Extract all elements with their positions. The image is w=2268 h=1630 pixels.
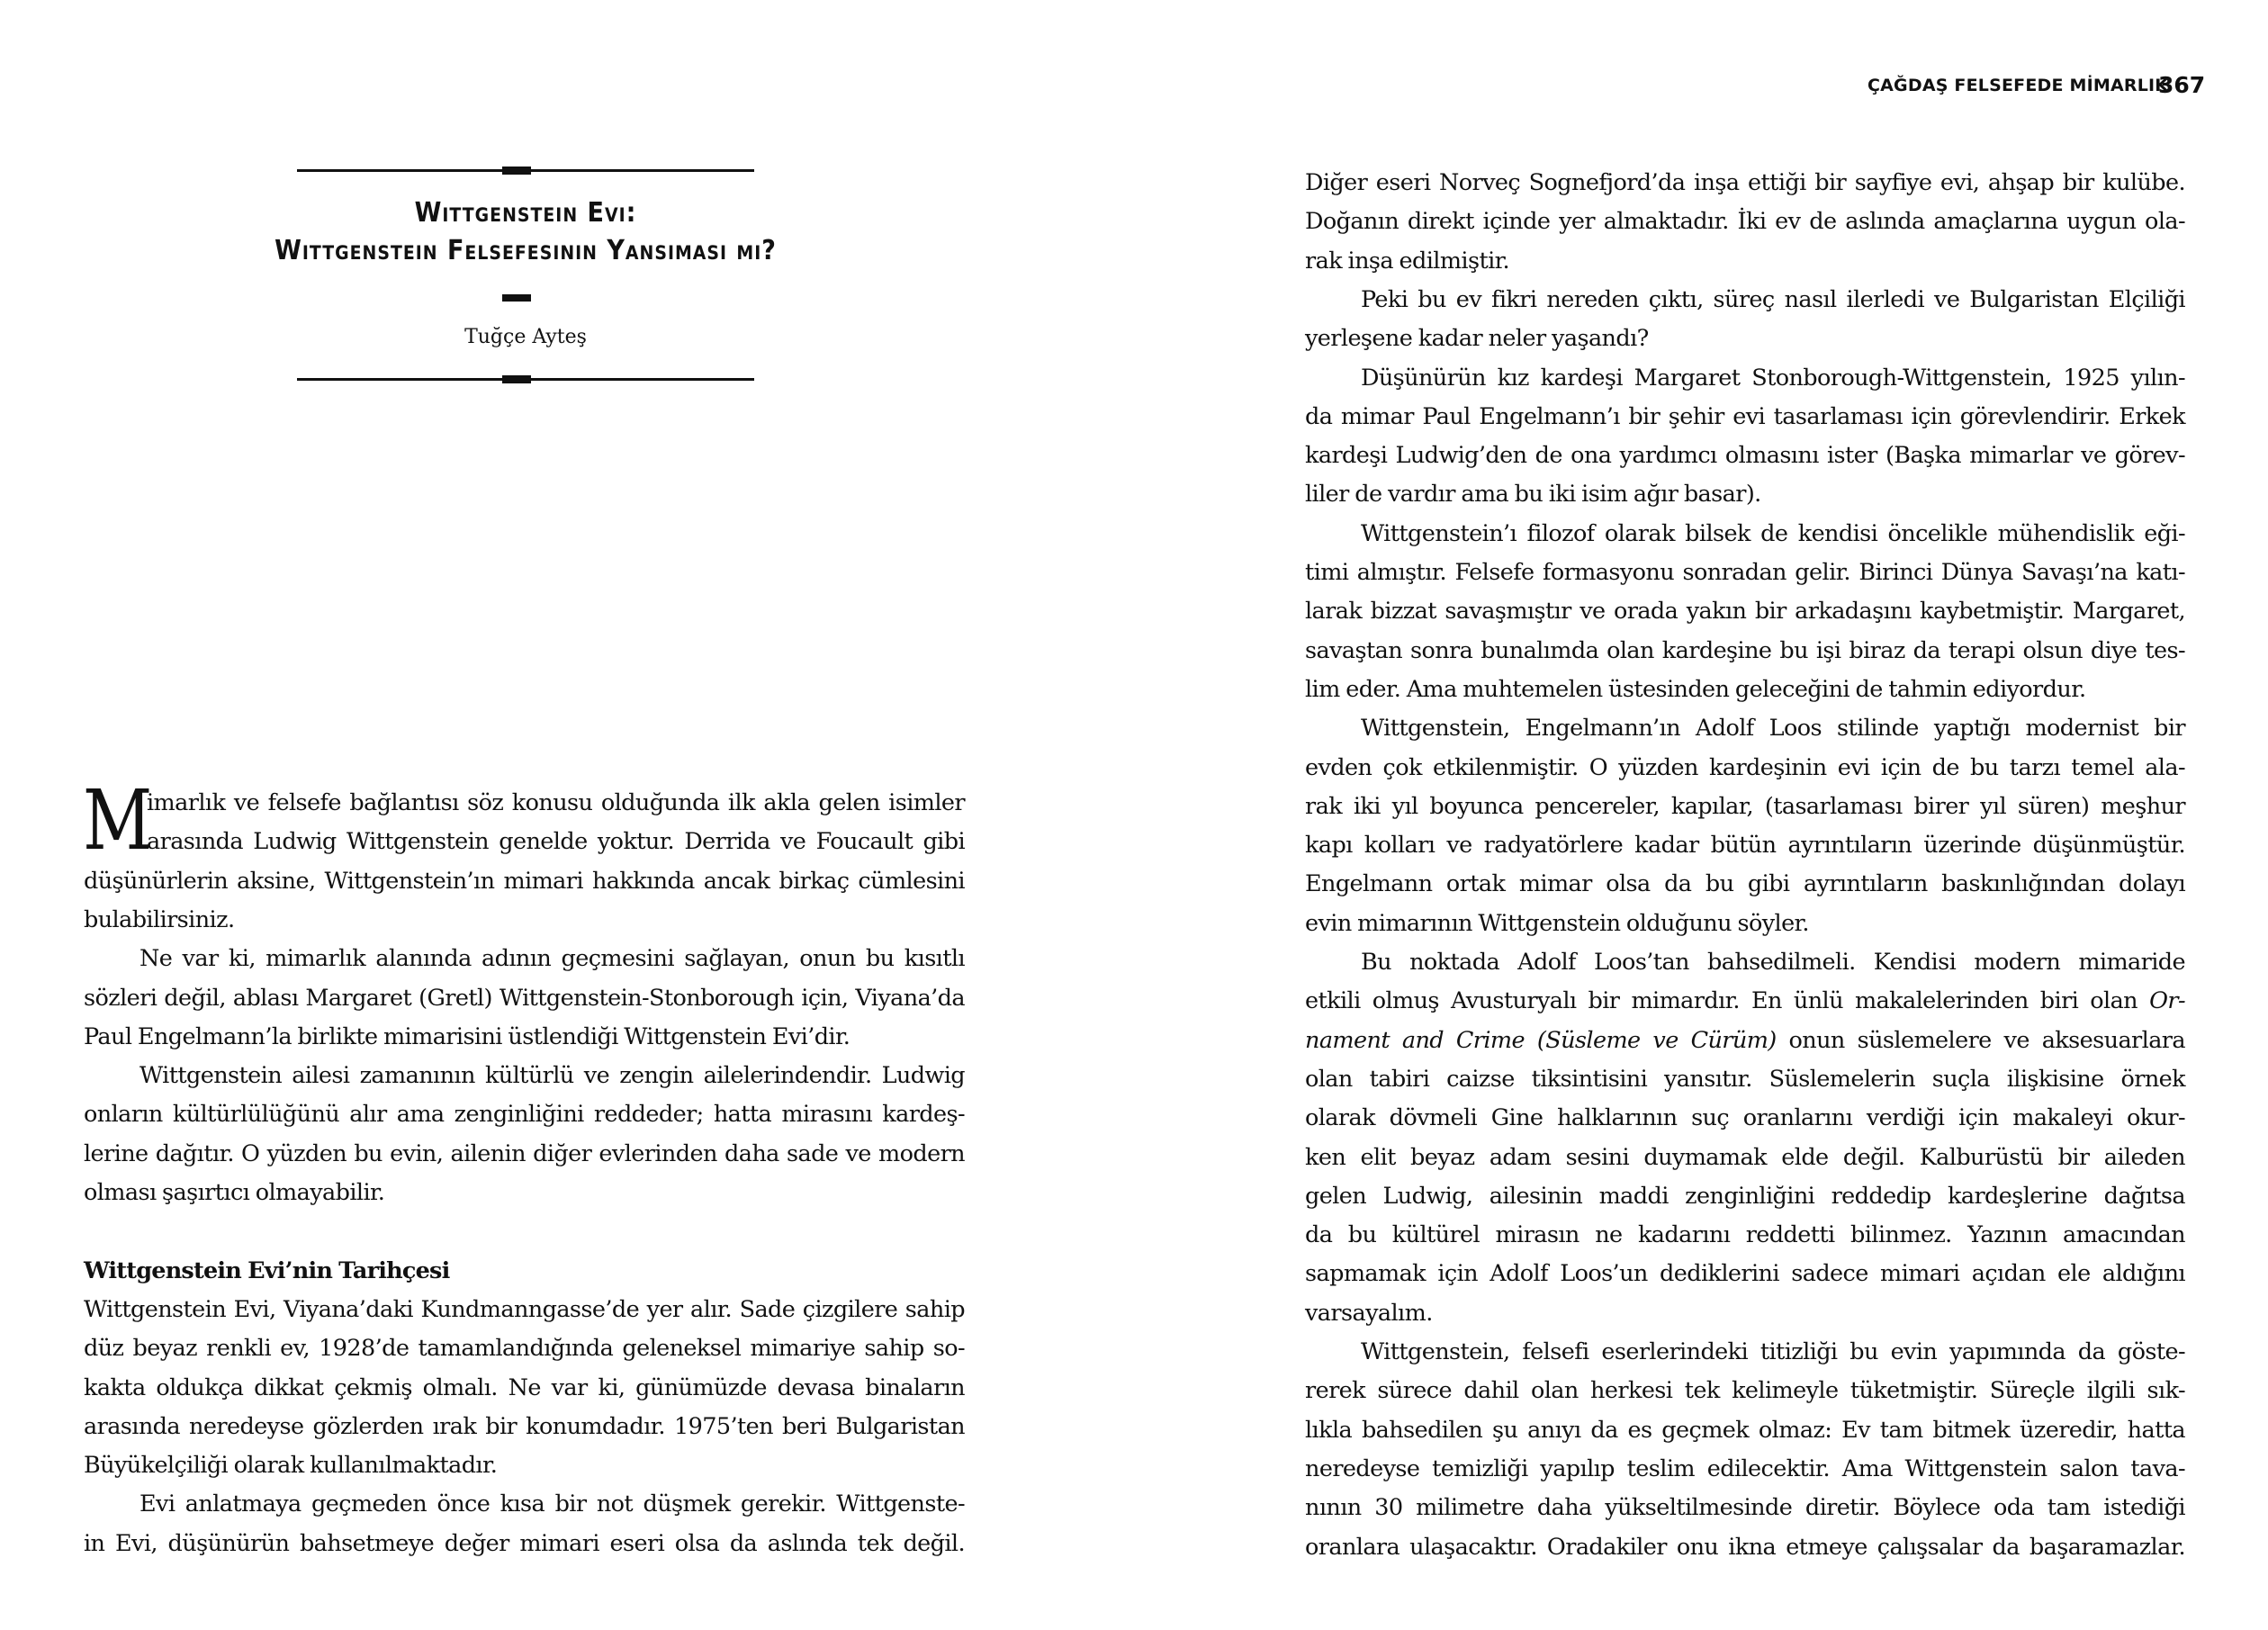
line-text: da bu kültürel mirasın ne kadarını reddetti bilinmez. Yazının amacından: [1305, 1221, 2185, 1249]
drop-cap: M: [83, 772, 151, 869]
line-text: lim eder. Ama muhtemelen üstesinden geleceğini de tahmin ediyordur.: [1305, 675, 2086, 703]
rule-ornament: [502, 167, 531, 175]
running-head: ÇAĞDAŞ FELSEFEDE MİMARLIK: [1868, 76, 2169, 95]
line-text: gelen Ludwig, ailesinin maddi zenginliğini reddedip kardeşlerine dağıtsa: [1305, 1182, 2185, 1210]
line-text: Paul Engelmann’la birlikte mimarisini üstlendiği Wittgenstein Evi’dir.: [84, 1022, 850, 1050]
line-text: onun süslemelere ve aksesuarlara: [1776, 1026, 2185, 1054]
text-line: [1305, 592, 2185, 631]
line-text: kardeşi Ludwig’den de ona yardımcı olmasını ister (Başka mimarlar ve görev-: [1305, 442, 2185, 470]
line-text: nının 30 milimetre daha yükseltilmesinde diretir. Böylece oda tam istediği: [1305, 1494, 2185, 1522]
line-text: sapmamak için Adolf Loos’un dediklerini sadece mimari açıdan ele aldığını: [1305, 1260, 2185, 1288]
text-line: [1305, 788, 2185, 826]
line-text: liler de vardır ama bu iki isim ağır basar).: [1305, 481, 1761, 509]
text-line: [84, 1291, 965, 1329]
text-line: [1305, 515, 2185, 554]
text-line: [1305, 1255, 2185, 1293]
text-line: [84, 901, 965, 940]
text-line: [1305, 632, 2185, 671]
text-line: [1305, 164, 2185, 203]
line-text: Büyükelçiliği olarak kullanılmaktadır.: [84, 1452, 498, 1480]
text-line: [1305, 1528, 2185, 1567]
text-line: [84, 1057, 965, 1095]
line-text: da mimar Paul Engelmann’ı bir şehir evi tasarlaması için görevlendirir. Erkek: [1305, 402, 2185, 430]
line-text: Wittgenstein, Engelmann’ın Adolf Loos stilinde yaptığı modernist bir: [1361, 715, 2185, 743]
line-text: kapı kolları ve radyatörlere kadar bütün ayrıntıların üzerinde düşünmüştür.: [1305, 832, 2185, 860]
line-text: arasında neredeyse gözlerden ırak bir konumdadır. 1975’ten beri Bulgaristan: [84, 1412, 965, 1440]
line-text: imarlık ve felsefe bağlantısı söz konusu olduğunda ilk akla gelen isimler: [147, 789, 965, 816]
line-text: Ne var ki, mimarlık alanında adının geçmesini sağlayan, onun bu kısıtlı: [140, 945, 965, 973]
text-line: [1305, 1411, 2185, 1450]
title-bottom-rule: [297, 378, 754, 381]
text-line: [84, 1135, 965, 1174]
line-text: ken elit beyaz adam sesini duymamak elde değil. Kalburüstü bir aileden: [1305, 1143, 2185, 1171]
line-text: olan tabiri caizse tiksintisini yansıtır. Süslemelerin suçla ilişkisine örnek: [1305, 1065, 2185, 1093]
text-line: [84, 1329, 965, 1368]
text-line: [84, 1174, 965, 1212]
text-line: [1305, 320, 2185, 358]
right-page: [1134, 0, 2268, 1630]
line-text: neredeyse temizliği yapılıp teslim edilecektir. Ama Wittgenstein salon tava-: [1305, 1454, 2185, 1482]
text-line: [84, 1485, 965, 1524]
text-line: [1305, 943, 2185, 982]
line-text: olarak dövmeli Gine halklarının suç oranlarını verdiği için makaleyi okur-: [1305, 1104, 2185, 1132]
line-text: evden çok etkilenmiştir. O yüzden kardeşinin evi için de bu tarzı temel ala-: [1305, 753, 2185, 781]
text-line: [84, 1446, 965, 1485]
text-line: [1305, 281, 2185, 320]
line-text: rerek sürece dahil olan herkesi tek kelimeyle tüketmiştir. Süreçle ilgili sık-: [1305, 1377, 2185, 1405]
title-dash-ornament: [502, 294, 531, 302]
line-text: Evi anlatmaya geçmeden önce kısa bir not düşmek gerekir. Wittgenste-: [140, 1490, 965, 1518]
text-line: [84, 940, 965, 978]
line-text: evin mimarının Wittgenstein olduğunu söyler.: [1305, 909, 1809, 937]
text-line: [1305, 203, 2185, 241]
line-text: oranlara ulaşacaktır. Oradakiler onu ikna etmeye çalışsalar da başaramazlar.: [1305, 1533, 2185, 1561]
text-line: [1305, 905, 2185, 943]
text-line: [1305, 1294, 2185, 1333]
title-top-rule: [297, 169, 754, 172]
line-text: sözleri değil, ablası Margaret (Gretl) Wittgenstein-Stonborough için, Viyana’da: [84, 984, 965, 1012]
text-line: [1305, 359, 2185, 398]
line-text: in Evi, düşünürün bahsetmeye değer mimari eseri olsa da aslında tek değil.: [84, 1529, 965, 1557]
text-line: [84, 1095, 965, 1134]
text-line: [1305, 1177, 2185, 1216]
text-line: [1305, 1489, 2185, 1527]
line-text: Wittgenstein, felsefi eserlerindeki titizliği bu evin yapımında da göste-: [1361, 1338, 2185, 1365]
line-text: onların kültürlülüğünü alır ama zenginliğini reddeder; hatta mirasını kardeş-: [84, 1101, 965, 1129]
line-text: rak inşa edilmiştir.: [1305, 247, 1509, 275]
text-line: [1305, 1216, 2185, 1255]
italic-title: Or-: [2149, 987, 2185, 1015]
text-line: [1305, 982, 2185, 1021]
text-line: [1305, 437, 2185, 475]
line-text: Düşünürün kız kardeşi Margaret Stonborough-Wittgenstein, 1925 yılın-: [1361, 364, 2185, 392]
text-line: [84, 862, 965, 901]
text-line: [84, 1369, 965, 1408]
text-line: [84, 1018, 965, 1057]
text-line: [1305, 242, 2185, 281]
line-text: timi almıştır. Felsefe formasyonu sonradan gelir. Birinci Dünya Savaşı’na katı-: [1305, 559, 2185, 586]
section-heading: [84, 1252, 965, 1291]
text-line: [84, 1408, 965, 1446]
text-line: [1305, 1333, 2185, 1372]
text-line: [1305, 865, 2185, 904]
line-text: bulabilirsiniz.: [84, 905, 235, 933]
text-line: [1305, 1450, 2185, 1489]
text-line: [1305, 1060, 2185, 1099]
text-line: [1305, 475, 2185, 514]
italic-title: nament and Crime (Süsleme ve Cürüm): [1305, 1026, 1777, 1054]
text-line: [147, 784, 965, 823]
line-text: Diğer eseri Norveç Sognefjord’da inşa ettiği bir sayfiye evi, ahşap bir kulübe.: [1305, 169, 2185, 196]
text-line: [1305, 826, 2185, 865]
text-line: [84, 979, 965, 1018]
line-text: Wittgenstein Evi, Viyana’daki Kundmanngasse’de yer alır. Sade çizgilere sahip: [84, 1295, 965, 1323]
text-line: [1305, 398, 2185, 437]
line-text: kakta oldukça dikkat çekmiş olmalı. Ne var ki, günümüzde devasa binaların: [84, 1373, 965, 1401]
line-text: rak iki yıl boyunca pencereler, kapılar, (tasarlaması birer yıl süren) meşhur: [1305, 792, 2185, 820]
text-line: [1305, 709, 2185, 748]
text-line: [147, 823, 965, 861]
text-line: [84, 1525, 965, 1563]
line-text: varsayalım.: [1305, 1299, 1433, 1327]
text-line: [1305, 1139, 2185, 1177]
text-line: [1305, 1099, 2185, 1138]
chapter-title-line-2: Wittgenstein Felsefesinin Yansıması mı?: [274, 235, 777, 266]
line-text: Peki bu ev fikri nereden çıktı, süreç nasıl ilerledi ve Bulgaristan Elçiliği: [1361, 285, 2185, 313]
line-text: yerleşene kadar neler yaşandı?: [1305, 325, 1649, 353]
author-name: Tuğçe Ayteş: [464, 326, 587, 348]
text-line: [1305, 554, 2185, 592]
line-text: Wittgenstein’ı filozof olarak bilsek de kendisi öncelikle mühendislik eği-: [1361, 519, 2185, 547]
page-number: 367: [2158, 72, 2206, 98]
line-text: lıkla bahsedilen şu anıyı da es geçmek olmaz: Ev tam bitmek üzeredir, hatta: [1305, 1416, 2185, 1444]
line-text: düşünürlerin aksine, Wittgenstein’ın mimari hakkında ancak birkaç cümlesini: [84, 867, 965, 895]
line-text: Engelmann ortak mimar olsa da bu gibi ayrıntıların baskınlığından dolayı: [1305, 870, 2185, 898]
line-text: savaştan sonra bunalımda olan kardeşine bu işi biraz da terapi olsun diye tes-: [1305, 636, 2185, 664]
line-text: Doğanın direkt içinde yer almaktadır. İki ev de aslında amaçlarına uygun ola-: [1305, 208, 2185, 236]
line-text: olması şaşırtıcı olmayabilir.: [84, 1179, 385, 1206]
text-line: [1305, 1022, 2185, 1060]
text-line: [1305, 671, 2185, 709]
line-text: lerine dağıtır. O yüzden bu evin, ailenin diğer evlerinden daha sade ve modern: [84, 1139, 965, 1167]
line-text: larak bizzat savaşmıştır ve orada yakın bir arkadaşını kaybetmiştir. Margaret,: [1305, 598, 2185, 626]
chapter-title-line-1: Wittgenstein Evi:: [414, 197, 637, 229]
line-text: Wittgenstein ailesi zamanının kültürlü ve zengin ailelerindendir. Ludwig: [140, 1062, 965, 1090]
line-text: düz beyaz renkli ev, 1928’de tamamlandığında geleneksel mimariye sahip so-: [84, 1335, 965, 1363]
text-line: [1305, 749, 2185, 788]
text-line: [1305, 1372, 2185, 1410]
line-text: etkili olmuş Avusturyalı bir mimardır. En ünlü makalelerinden biri olan: [1305, 987, 2150, 1015]
rule-ornament: [502, 375, 531, 383]
line-text: Wittgenstein Evi’nin Tarihçesi: [84, 1256, 450, 1284]
line-text: arasında Ludwig Wittgenstein genelde yoktur. Derrida ve Foucault gibi: [147, 828, 965, 856]
line-text: Bu noktada Adolf Loos’tan bahsedilmeli. Kendisi modern mimaride: [1361, 949, 2185, 976]
